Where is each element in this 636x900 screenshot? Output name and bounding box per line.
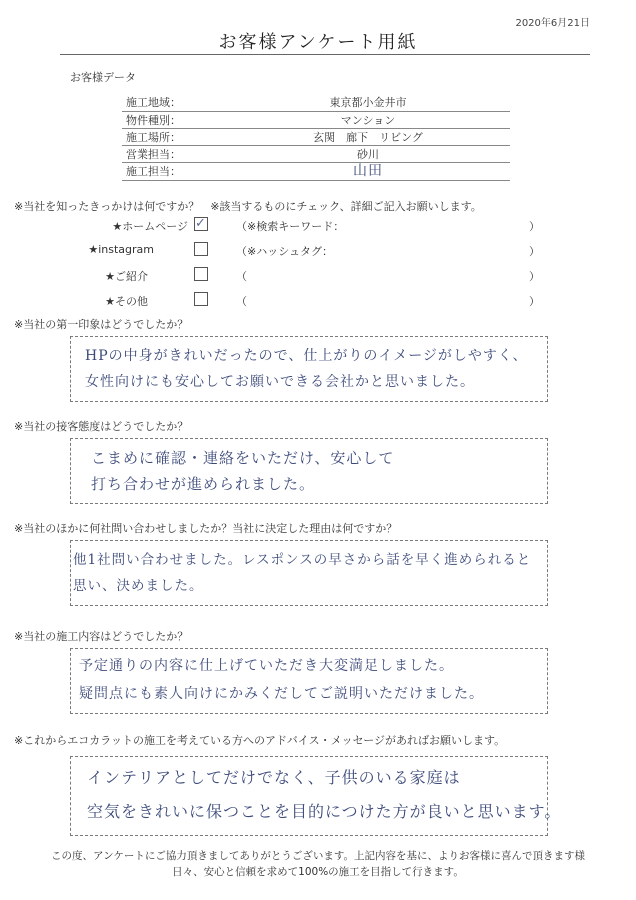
answer-box-6[interactable]: [70, 756, 562, 836]
option-detail-instagram: （※ハッシュタグ：: [236, 245, 333, 258]
option-detail-referral: （: [236, 270, 247, 283]
footer-line-1: この度、アンケートにご協力頂きましてありがとうございます。上記内容を基に、よりお客様に喜んで頂きます様: [50, 850, 586, 862]
footer-line-2: 日々、安心と信頼を求めて100%の施工を目指して行きます。: [172, 866, 464, 878]
option-label-instagram: ★instagram: [88, 243, 154, 256]
row-value-handwritten: 山田: [226, 162, 510, 180]
question-5: ※当社の施工内容はどうでしたか？: [14, 630, 189, 643]
option-detail-close: ）: [529, 295, 540, 308]
customer-section-label: お客様データ: [70, 71, 136, 84]
answer-6-line-1: インテリアとしてだけでなく、子供のいる家庭は: [87, 768, 461, 787]
checkbox-homepage[interactable]: [194, 217, 208, 231]
option-detail-other: （: [236, 295, 247, 308]
option-detail-close: ）: [529, 220, 540, 233]
row-label: 営業担当：: [122, 145, 226, 162]
option-label-homepage: ★ホームページ: [112, 220, 188, 233]
option-label-referral: ★ご紹介: [105, 270, 148, 283]
answer-4-line-2: 思い、決めました。: [73, 578, 204, 594]
row-label: 施工地域：: [122, 94, 226, 111]
answer-5-line-1: 予定通りの内容に仕上げていただき大変満足しました。: [79, 658, 454, 674]
page-title: お客様アンケート用紙: [218, 32, 418, 53]
table-row: [122, 145, 510, 162]
customer-data-table: [122, 94, 510, 181]
table-row: [122, 94, 510, 111]
answer-3-line-2: 打ち合わせが進められました。: [91, 475, 316, 493]
answer-3-line-1: こまめに確認・連絡をいただけ、安心して: [91, 449, 395, 467]
question-4: ※当社のほかに何社問い合わせしましたか？当社に決定した理由は何ですか？: [14, 522, 398, 535]
survey-date: 2020年6月21日: [515, 18, 590, 29]
answer-4-line-1: 他1社問い合わせました。レスポンスの早さから話を早く進められると: [73, 552, 532, 568]
option-detail-close: ）: [529, 245, 540, 258]
checkbox-other[interactable]: [194, 292, 208, 306]
table-row: [122, 111, 510, 128]
answer-2-line-1: HPの中身がきれいだったので、仕上がりのイメージがしやすく、: [85, 348, 528, 364]
option-detail-homepage: （※検索キーワード：: [236, 220, 345, 233]
question-1: ※当社を知ったきっかけは何ですか？ ※該当するものにチェック、詳細ご記入お願いします。: [14, 200, 482, 213]
question-2: ※当社の第一印象はどうでしたか？: [14, 318, 189, 331]
answer-5-line-2: 疑問点にも素人向けにかみくだしてご説明いただけました。: [79, 686, 484, 702]
title-divider: [60, 54, 590, 55]
option-detail-close: ）: [529, 270, 540, 283]
row-value: 東京都小金井市: [226, 94, 510, 111]
check-icon: ✓: [195, 216, 206, 231]
checkbox-referral[interactable]: [194, 267, 208, 281]
answer-box-5[interactable]: [70, 648, 548, 714]
row-label: 物件種別：: [122, 111, 226, 128]
row-value: 玄関 廊下 リビング: [226, 128, 510, 145]
answer-box-3[interactable]: [70, 438, 548, 504]
answer-box-4[interactable]: [70, 540, 548, 606]
row-value: マンション: [226, 111, 510, 128]
row-label: 施工場所：: [122, 128, 226, 145]
answer-2-line-2: 女性向けにも安心してお願いできる会社かと思いました。: [85, 374, 475, 390]
checkbox-instagram[interactable]: [194, 242, 208, 256]
row-value: 砂川: [226, 145, 510, 162]
option-label-other: ★その他: [105, 295, 148, 308]
answer-box-2[interactable]: [70, 336, 548, 402]
table-row: [122, 128, 510, 145]
row-label: 施工担当：: [122, 162, 226, 180]
table-row: [122, 162, 510, 180]
question-3: ※当社の接客態度はどうでしたか？: [14, 420, 189, 433]
answer-6-line-2: 空気をきれいに保つことを目的につけた方が良いと思います。: [87, 802, 562, 821]
question-6: ※これからエコカラットの施工を考えている方へのアドバイス・メッセージがあればお願いします。: [14, 734, 506, 747]
